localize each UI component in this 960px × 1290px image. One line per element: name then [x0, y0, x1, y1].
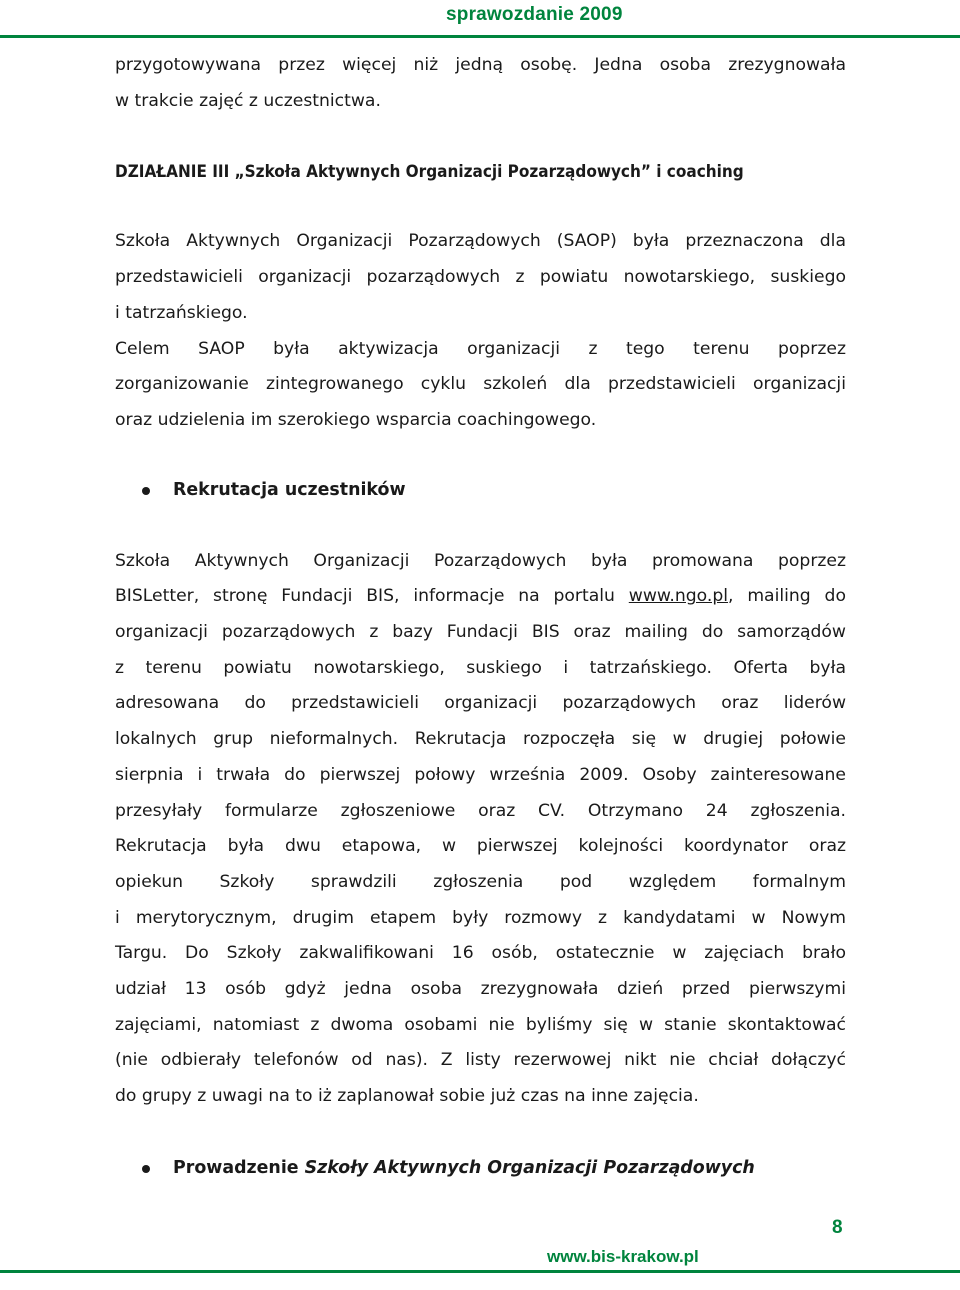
- para3-line: opiekun Szkoły sprawdzili zgłoszenia pod względem formalnym: [115, 871, 846, 892]
- document-body: [115, 48, 846, 1186]
- bullet-school-label-italic: Szkoły Aktywnych Organizacji Pozarządowych: [304, 1157, 755, 1178]
- para3-line: Szkoła Aktywnych Organizacji Pozarządowych była promowana poprzez: [115, 550, 846, 571]
- bullet-icon: [142, 1165, 150, 1173]
- bullet-icon: [142, 487, 150, 495]
- para3-line-text: BISLetter, stronę Fundacji BIS, informacje na portalu: [115, 586, 629, 607]
- header-title: sprawozdanie 2009: [446, 4, 623, 25]
- para3-line: lokalnych grup nieformalnych. Rekrutacja rozpoczęła się w drugiej połowie: [115, 729, 846, 750]
- para3-line: z terenu powiatu nowotarskiego, suskiego i tatrzańskiego. Oferta była: [115, 657, 846, 678]
- para3-line: i merytorycznym, drugim etapem były rozmowy z kandydatami w Nowym: [115, 907, 846, 928]
- page-number: 8: [832, 1217, 843, 1238]
- section-heading: DZIAŁANIE III „Szkoła Aktywnych Organizacji Pozarządowych” i coaching: [115, 162, 744, 183]
- footer-website[interactable]: www.bis-krakow.pl: [547, 1247, 699, 1266]
- para3-line: Rekrutacja była dwu etapowa, w pierwszej kolejności koordynator oraz: [115, 836, 846, 857]
- ngo-portal-link[interactable]: www.ngo.pl: [628, 586, 729, 607]
- para3-line: (nie odbierały telefonów od nas). Z listy rezerwowej nikt nie chciał dołączyć: [115, 1050, 846, 1071]
- footer-divider: [0, 1270, 960, 1273]
- bullet-recruitment-label: Rekrutacja uczestników: [173, 479, 406, 500]
- para3-after-link: , mailing do: [728, 586, 846, 607]
- header-divider: [0, 35, 960, 38]
- para1-line-1: Szkoła Aktywnych Organizacji Pozarządowych (SAOP) była przeznaczona dla: [115, 231, 846, 252]
- para3-line: udział 13 osób gdyż jedna osoba zrezygnowała dzień przed pierwszymi: [115, 979, 846, 1000]
- recruitment-paragraph: [115, 544, 846, 1115]
- para1-line-2: przedstawicieli organizacji pozarządowych z powiatu nowotarskiego, suskiego: [115, 267, 846, 288]
- para1-line-3: i tatrzańskiego.: [115, 302, 248, 323]
- para2-line-1: Celem SAOP była aktywizacja organizacji z tego terenu poprzez: [115, 338, 846, 359]
- intro-line-1: przygotowywana przez więcej niż jedną osobę. Jedna osoba zrezygnowała: [115, 55, 846, 75]
- para3-line: adresowana do przedstawicieli organizacji pozarządowych oraz liderów: [115, 693, 846, 714]
- bullet-school-running: [115, 1151, 846, 1186]
- para3-line: do grupy z uwagi na to iż zaplanował sobie już czas na inne zajęcia.: [115, 1086, 699, 1107]
- intro-line-2: w trakcie zajęć z uczestnictwa.: [115, 90, 381, 111]
- para2-line-3: oraz udzielenia im szerokiego wsparcia coachingowego.: [115, 409, 597, 430]
- para3-line-with-link: [115, 579, 846, 615]
- para3-line: sierpnia i trwała do pierwszej połowy września 2009. Osoby zainteresowane: [115, 764, 846, 785]
- bullet-school-label-plain: Prowadzenie: [173, 1157, 305, 1178]
- para2-line-2: zorganizowanie zintegrowanego cyklu szkoleń dla przedstawicieli organizacji: [115, 374, 846, 395]
- para3-line: Targu. Do Szkoły zakwalifikowani 16 osób, ostatecznie w zajęciach brało: [115, 943, 846, 964]
- para3-line: zajęciami, natomiast z dwoma osobami nie byliśmy się w stanie skontaktować: [115, 1014, 846, 1035]
- para3-line: organizacji pozarządowych z bazy Fundacji BIS oraz mailing do samorządów: [115, 622, 846, 643]
- para3-line: przesyłały formularze zgłoszeniowe oraz CV. Otrzymano 24 zgłoszenia.: [115, 800, 846, 821]
- bullet-recruitment: [115, 473, 846, 508]
